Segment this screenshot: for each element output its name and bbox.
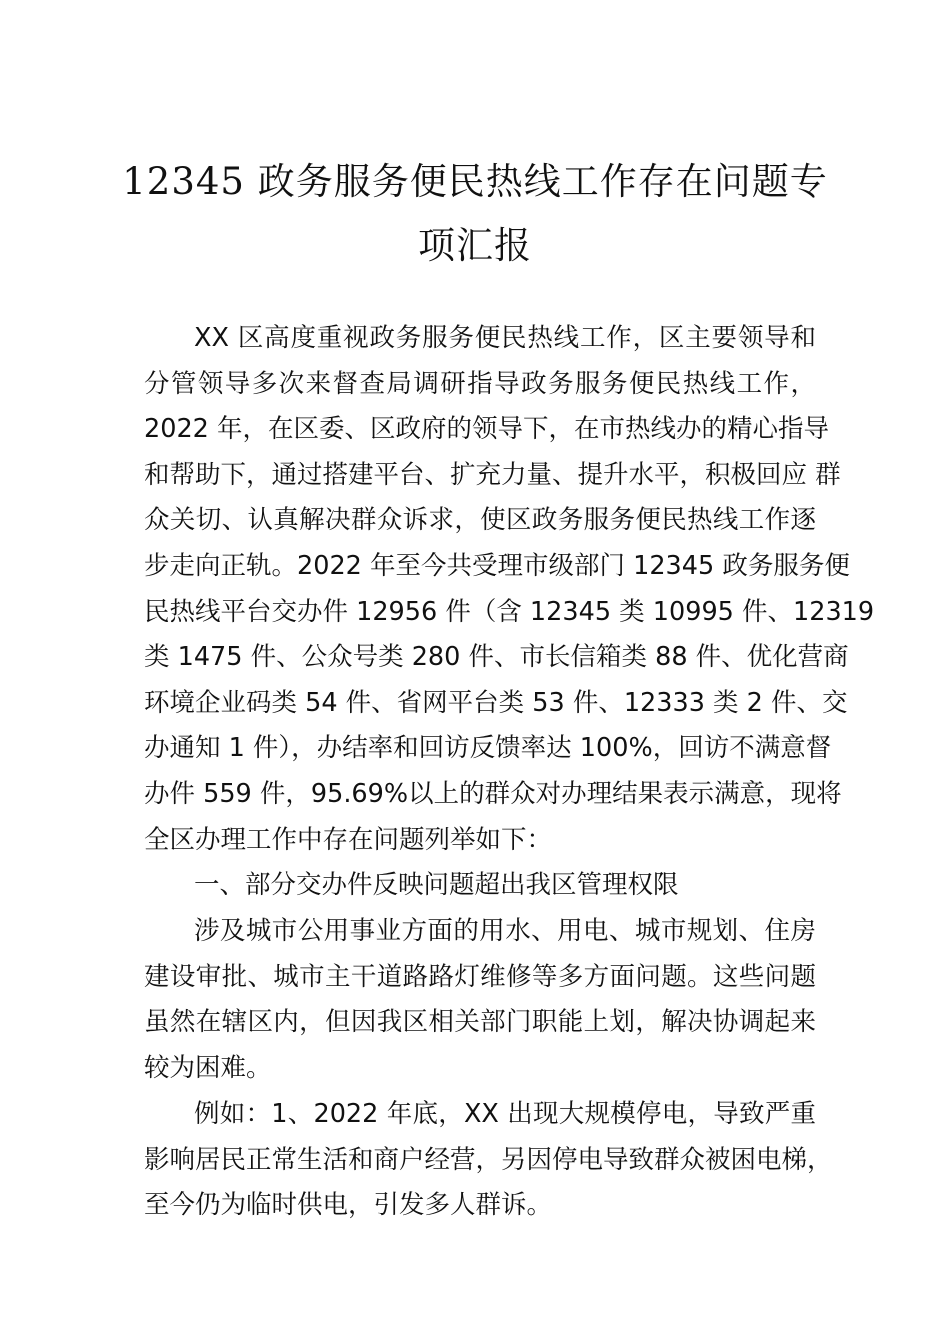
text-line: 环境企业码类 54 件、省网平台类 53 件、12333 类 2 件、交 bbox=[144, 687, 848, 718]
text-line: 2022 年，在区委、区政府的领导下，在市热线办的精心指导 bbox=[144, 414, 830, 445]
text-line: 全区办理工作中存在问题列举如下： bbox=[144, 824, 553, 855]
text-line: 类 1475 件、公众号类 280 件、市长信箱类 88 件、优化营商 bbox=[144, 642, 849, 673]
body-paragraph-1 bbox=[144, 316, 875, 863]
document-title-line-2: 项汇报 bbox=[418, 224, 532, 267]
section-heading-text: 一、部分交办件反映问题超出我区管理权限 bbox=[194, 870, 679, 900]
text-line: 办件 559 件，95.69%以上的群众对办理结果表示满意，现将 bbox=[144, 778, 842, 809]
text-line: 步走向正轨。2022 年至今共受理市级部门 12345 政务服务便 bbox=[144, 550, 850, 581]
text-line: 众关切、认真解决群众诉求，使区政务服务便民热线工作逐 bbox=[144, 505, 816, 536]
text-line: 影响居民正常生活和商户经营，另因停电导致群众被困电梯， bbox=[144, 1144, 833, 1175]
text-line: 涉及城市公用事业方面的用水、用电、城市规划、住房 bbox=[194, 916, 816, 946]
text-line: XX 区高度重视政务服务便民热线工作，区主要领导和 bbox=[194, 323, 816, 353]
text-line: 分管领导多次来督查局调研指导政务服务便民热线工作， bbox=[144, 368, 816, 399]
text-line: 民热线平台交办件 12956 件（含 12345 类 10995 件、12319 bbox=[144, 596, 875, 627]
text-line: 和帮助下，通过搭建平台、扩充力量、提升水平，积极回应 群 bbox=[144, 459, 841, 490]
text-line: 较为困难。 bbox=[144, 1052, 272, 1083]
text-line: 办通知 1 件），办结率和回访反馈率达 100%，回访不满意督 bbox=[144, 733, 832, 764]
text-line: 建设审批、城市主干道路路灯维修等多方面问题。这些问题 bbox=[144, 961, 816, 992]
body-paragraph-3 bbox=[144, 1092, 833, 1229]
section-heading bbox=[144, 863, 816, 909]
text-line: 例如：1、2022 年底，XX 出现大规模停电，导致严重 bbox=[194, 1099, 816, 1129]
text-line: 虽然在辖区内，但因我区相关部门职能上划，解决协调起来 bbox=[144, 1007, 816, 1038]
body-paragraph-2 bbox=[144, 909, 816, 1091]
document-title-line-1: 12345 政务服务便民热线工作存在问题专 bbox=[122, 160, 828, 203]
text-line: 至今仍为临时供电，引发多人群诉。 bbox=[144, 1190, 553, 1221]
